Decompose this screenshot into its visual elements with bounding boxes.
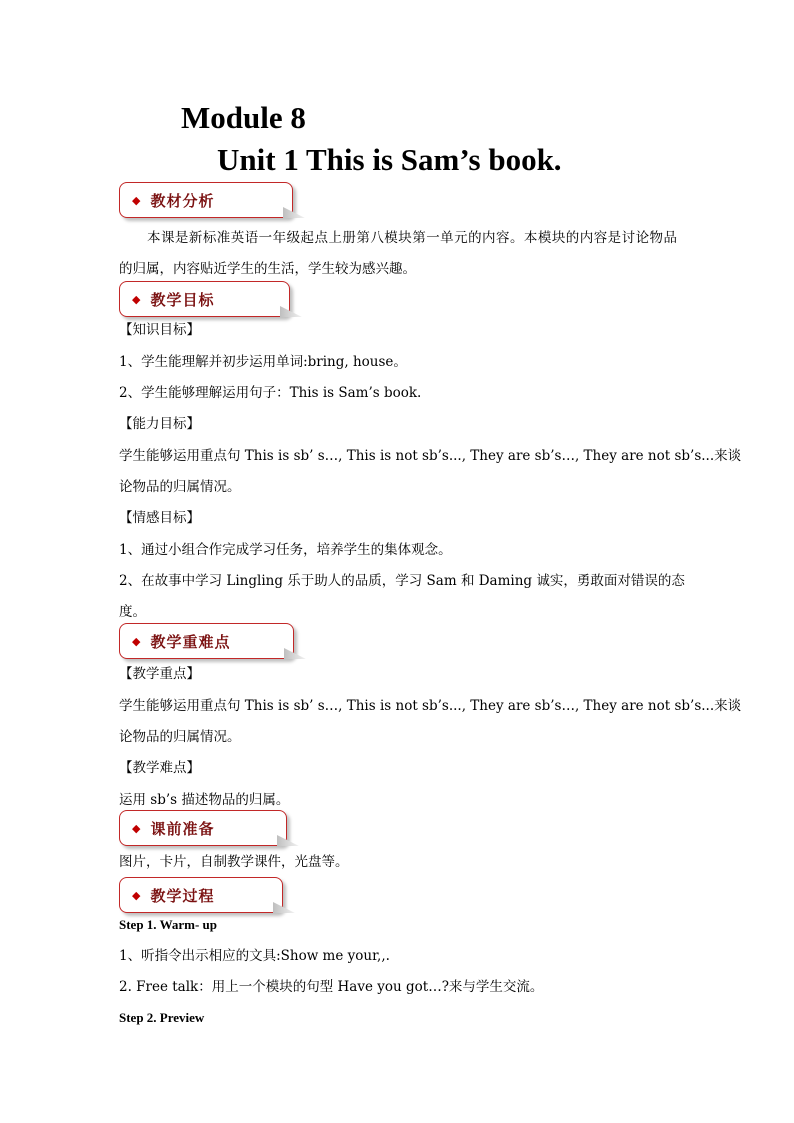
- callout-tail: [273, 902, 295, 913]
- step-1-heading: Step 1. Warm- up: [119, 917, 217, 932]
- step-1-item-2: 2. Free talk：用上一个模块的句型 Have you got…?来与学生交流。: [119, 979, 544, 995]
- diamond-bullet-icon: ◆: [132, 821, 141, 835]
- emotion-heading: 【情感目标】: [119, 510, 200, 526]
- knowledge-item-2: 2、学生能够理解运用句子：This is Sam’s book.: [119, 385, 422, 401]
- preparation-line: 图片，卡片，自制教学课件，光盘等。: [119, 854, 349, 870]
- focus-heading: 【教学重点】: [119, 666, 200, 682]
- diamond-bullet-icon: ◆: [132, 888, 141, 902]
- section-label: 教学过程: [150, 886, 215, 905]
- section-label: 教学目标: [150, 290, 215, 309]
- section-heading-preparation: [119, 810, 287, 846]
- focus-line-2: 论物品的归属情况。: [119, 729, 241, 745]
- focus-line-1: 学生能够运用重点句 This is sb’ s…, This is not sb’s..., They are sb’s…, They are not sb’s...来谈: [119, 698, 742, 714]
- ability-heading: 【能力目标】: [119, 416, 200, 432]
- section-heading-analysis: [119, 182, 293, 218]
- ability-line-2: 论物品的归属情况。: [119, 479, 241, 495]
- callout-tail: [277, 835, 299, 846]
- knowledge-heading: 【知识目标】: [119, 322, 200, 338]
- section-heading-objectives: [119, 281, 290, 317]
- emotion-item-1: 1、通过小组合作完成学习任务，培养学生的集体观念。: [119, 542, 452, 558]
- ability-line-1: 学生能够运用重点句 This is sb’ s…, This is not sb’s..., They are sb’s…, They are not sb’s...来谈: [119, 448, 742, 464]
- step-1-item-1: 1、听指令出示相应的文具:Show me your,,.: [119, 948, 390, 964]
- analysis-line-1: 本课是新标准英语一年级起点上册第八模块第一单元的内容。本模块的内容是讨论物品: [147, 230, 677, 246]
- section-label: 教学重难点: [150, 632, 231, 651]
- knowledge-item-1: 1、学生能理解并初步运用单词:bring, house。: [119, 354, 407, 370]
- module-title: Module 8: [181, 100, 306, 135]
- unit-title: Unit 1 This is Sam’s book.: [217, 142, 562, 177]
- section-label: 课前准备: [150, 819, 215, 838]
- diamond-bullet-icon: ◆: [132, 193, 141, 207]
- section-heading-process: [119, 877, 283, 913]
- step-2-heading: Step 2. Preview: [119, 1010, 205, 1025]
- difficulty-line: 运用 sb’s 描述物品的归属。: [119, 792, 290, 808]
- callout-tail: [280, 306, 302, 317]
- callout-tail: [284, 648, 306, 659]
- analysis-line-2: 的归属，内容贴近学生的生活，学生较为感兴趣。: [119, 261, 416, 277]
- emotion-item-2-line-1: 2、在故事中学习 Lingling 乐于助人的品质，学习 Sam 和 Daming 诚实，勇敢面对错误的态: [119, 573, 685, 589]
- emotion-item-2-line-2: 度。: [119, 604, 146, 620]
- diamond-bullet-icon: ◆: [132, 634, 141, 648]
- section-heading-key-points: [119, 623, 294, 659]
- callout-tail: [283, 207, 305, 218]
- difficulty-heading: 【教学难点】: [119, 760, 200, 776]
- diamond-bullet-icon: ◆: [132, 292, 141, 306]
- section-label: 教材分析: [150, 191, 215, 210]
